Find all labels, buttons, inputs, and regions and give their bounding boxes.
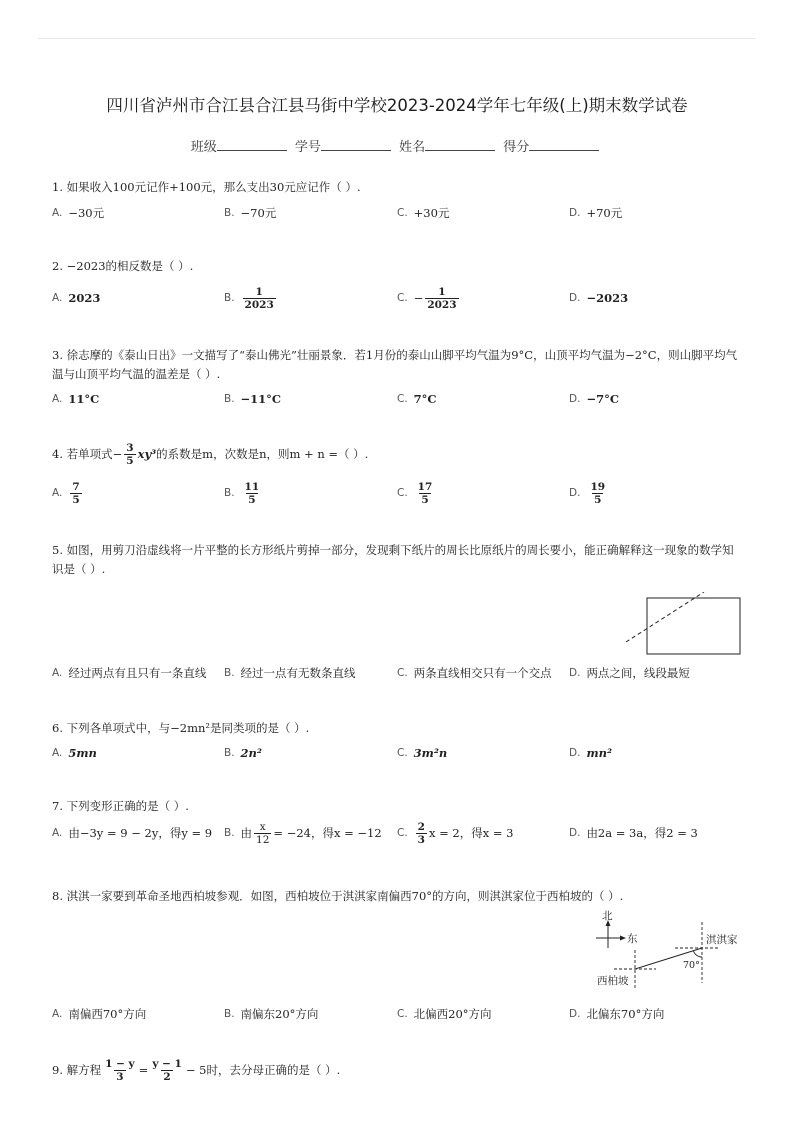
question-3-options	[52, 384, 742, 414]
q3-option-b: B. −11°C	[224, 392, 282, 406]
q3-option-c: C. 7°C	[397, 392, 437, 406]
class-blank	[217, 140, 287, 151]
question-7-options	[52, 818, 742, 848]
q5-option-a: A. 经过两点有且只有一条直线	[52, 666, 207, 680]
student-id-label: 学号	[294, 140, 321, 155]
q3-option-a: A. 11°C	[52, 392, 100, 406]
q4-option-b: B. $\frac{11}{5}$	[224, 480, 260, 506]
q8-option-a: A. 南偏西70°方向	[52, 1007, 147, 1021]
q7-option-a: A. 由−3y = 9 − 2y，得y = 9	[52, 826, 213, 840]
q5-option-d: D. 两点之间，线段最短	[569, 666, 690, 680]
question-8-options	[52, 999, 742, 1029]
page-title: 四川省泸州市合江县合江县马街中学校2023-2024学年七年级(上)期末数学试卷	[106, 96, 688, 115]
question-6-stem: 6. 下列各单项式中，与−2mn²是同类项的是（ ）.	[52, 721, 310, 735]
q6-option-b: B. 2n²	[224, 746, 262, 760]
home-label: 淇淇家	[706, 934, 738, 946]
question-6-options	[52, 738, 742, 768]
north-label: 北	[602, 910, 613, 922]
name-blank	[425, 140, 495, 151]
q1-option-b: B. −70元	[224, 206, 277, 220]
q5-option-b: B. 经过一点有无数条直线	[224, 666, 356, 680]
question-7-stem: 7. 下列变形正确的是（ ）.	[52, 799, 189, 813]
q4-option-c: C. $\frac{17}{5}$	[397, 480, 433, 506]
q5-rectangle-figure	[620, 592, 746, 656]
q8-option-d: D. 北偏东70°方向	[569, 1007, 665, 1021]
q7-option-b: B. 由 $\frac{x}{12}$ = −24，得x = −12	[224, 820, 382, 846]
question-8-stem: 8. 淇淇一家要到革命圣地西柏坡参观．如图，西柏坡位于淇淇家南偏西70°的方向，则淇淇家位于西柏坡的（ ）.	[52, 889, 624, 903]
q7-option-d: D. 由2a = 3a，得2 = 3	[569, 826, 698, 840]
question-9-stem: 9. 解方程 $\frac{1 - y}{3}$ = $\frac{y - 1}{2}$ − 5时，去分母正确的是（ ）.	[52, 1058, 341, 1083]
q8-option-c: C. 北偏西20°方向	[397, 1007, 492, 1021]
paper-rectangle	[647, 598, 740, 654]
student-info-line	[0, 136, 794, 155]
question-4-stem: 4. 若单项式 − $\frac{3}{5}$ xy³ 的系数是m，次数是n，则m + n =（ ）.	[52, 442, 369, 467]
question-2-options	[52, 283, 742, 313]
question-2-stem: 2. −2023的相反数是（ ）.	[52, 259, 194, 273]
q7-option-c: C. $\frac{2}{3}$ x = 2，得x = 3	[397, 820, 514, 846]
q8-direction-figure	[590, 908, 748, 990]
angle-label: 70°	[683, 960, 700, 971]
name-label: 姓名	[399, 140, 426, 155]
question-4-options	[52, 478, 742, 508]
score-label: 得分	[503, 140, 530, 155]
q2-option-a: A. 2023	[52, 291, 101, 305]
question-5-stem: 5. 如图，用剪刀沿虚线将一片平整的长方形纸片剪掉一部分，发现剩下纸片的周长比原纸片的周长要小，能正确解释这一现象的数学知识是（ ）.	[52, 543, 734, 576]
xibaipo-label: 西柏坡	[597, 975, 629, 987]
q6-option-a: A. 5mn	[52, 746, 97, 760]
question-5-options	[52, 658, 742, 688]
question-3-stem: 3. 徐志摩的《泰山日出》一文描写了“泰山佛光”壮丽景象．若1月份的泰山山脚平均气温为9°C，山顶平均气温为−2°C，则山脚平均气温与山顶平均气温的温差是（ ）.	[52, 348, 738, 381]
question-1-stem: 1. 如果收入100元记作+100元，那么支出30元应记作（ ）.	[52, 180, 361, 194]
q8-option-b: B. 南偏东20°方向	[224, 1007, 319, 1021]
question-1-options	[52, 198, 742, 228]
q2-option-b: B. $\frac{1}{2023}$	[224, 285, 274, 311]
student-id-blank	[321, 140, 391, 151]
q4-option-a: A. $\frac{7}{5}$	[52, 480, 80, 506]
q6-option-d: D. mn²	[569, 746, 613, 760]
q1-option-d: D. +70元	[569, 206, 623, 220]
q2-option-d: D. −2023	[569, 291, 629, 305]
q6-option-c: C. 3m²n	[397, 746, 448, 760]
q4-option-d: D. $\frac{19}{5}$	[569, 480, 606, 506]
cut-dashed-line	[626, 592, 704, 642]
header-rule	[38, 38, 756, 39]
q1-option-a: A. −30元	[52, 206, 105, 220]
q2-option-c: C. − $\frac{1}{2023}$	[397, 285, 457, 311]
class-label: 班级	[190, 140, 217, 155]
q5-option-c: C. 两条直线相交只有一个交点	[397, 666, 552, 680]
angle-arc	[693, 951, 702, 957]
score-blank	[529, 140, 599, 151]
east-label: 东	[627, 933, 638, 945]
q1-option-c: C. +30元	[397, 206, 450, 220]
q3-option-d: D. −7°C	[569, 392, 619, 406]
east-arrow-icon	[620, 936, 626, 941]
